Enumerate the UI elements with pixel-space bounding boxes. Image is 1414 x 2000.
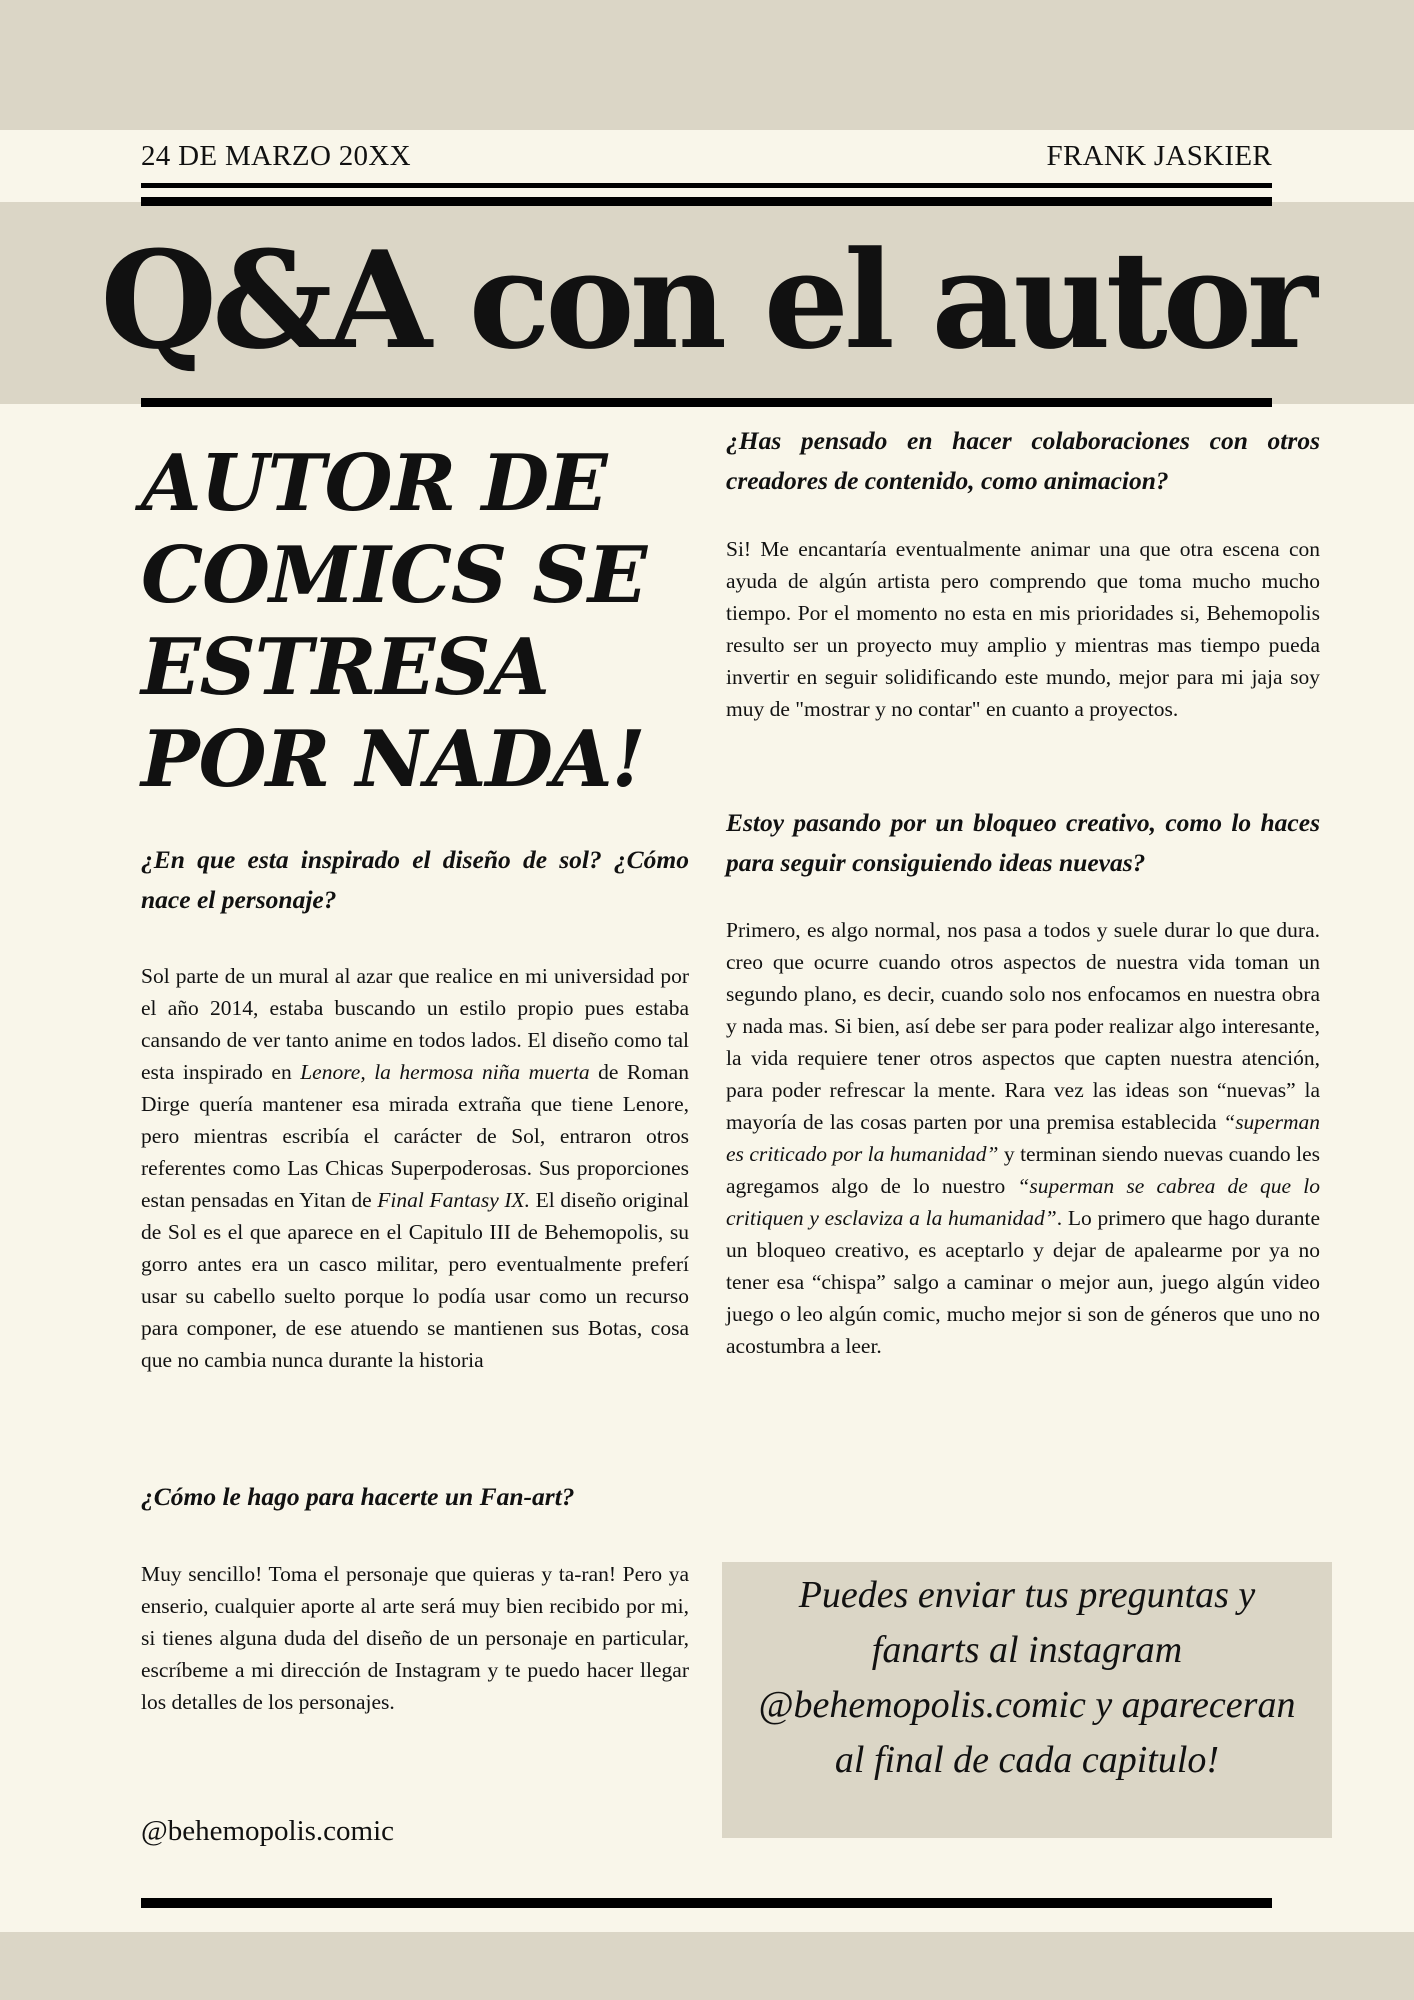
issue-date: 24 DE MARZO 20XX	[141, 140, 411, 172]
answer-fan-art: Muy sencillo! Toma el personaje que quieras y ta-ran! Pero ya enserio, cualquier aporte al arte será muy bien recibido por mi, si tienes alguna duda del diseño de un personaje en particular, escríbeme a mi dirección de Instagram y te puedo hacer llegar los detalles de los personajes.	[141, 1562, 689, 1714]
question-fan-art: ¿Cómo le hago para hacerte un Fan-art?	[141, 1482, 575, 1511]
header-rule-thin	[141, 183, 1272, 188]
instagram-handle[interactable]: @behemopolis.comic	[141, 1815, 395, 1847]
answer-creative-block: Primero, es algo normal, nos pasa a todos y suele durar lo que dura. creo que ocurre cuando otros aspectos de nuestra vida toman un segundo plano, es decir, cuando solo nos enfocamos en nuestra obra y nada mas. Si bien, así debe ser para poder realizar algo interesante, la vida requiere tener otros aspectos que capten nuestra atención, para poder refrescar la mente. Rara vez las ideas son “nuevas” la mayoría de las cosas parten por una premisa establecida “superman es criticado por la humanidad” y terminan siendo nuevas cuando les agregamos algo de lo nuestro “superman se cabrea de que lo critiquen y esclaviza a la humanidad”. Lo primero que hago durante un bloqueo creativo, es aceptarlo y dejar de apalearme por ya no tener esa “chispa” salgo a caminar o mejor aun, juego algún video juego o leo algún comic, mucho mejor si son de géneros que uno no acostumbra a leer.	[726, 918, 1320, 1358]
main-headline: AUTOR DE COMICS SE ESTRESA POR NADA!	[141, 438, 647, 805]
header-rule-thick	[141, 197, 1272, 206]
masthead-rule	[141, 398, 1272, 407]
footer-rule	[141, 1898, 1272, 1908]
bottom-band	[0, 1932, 1414, 2000]
question-collaborations: ¿Has pensado en hacer colaboraciones con otros creadores de contenido, como animacion?	[726, 426, 1320, 495]
top-band	[0, 0, 1414, 130]
question-creative-block: Estoy pasando por un bloqueo creativo, como lo haces para seguir consiguiendo ideas nuevas?	[726, 808, 1320, 877]
masthead-title: Q&A con el autor	[100, 221, 1313, 379]
answer-collaborations: Si! Me encantaría eventualmente animar una que otra escena con ayuda de algún artista pero comprendo que toma mucho mucho tiempo. Por el momento no esta en mis prioridades si, Behemopolis resulto ser un proyecto muy amplio y mientras mas tiempo pueda invertir en seguir solidificando este mundo, mejor para mi jaja soy muy de "mostrar y no contar" en cuanto a proyectos.	[726, 537, 1320, 721]
answer-sol-design: Sol parte de un mural al azar que realice en mi universidad por el año 2014, estaba buscando un estilo propio pues estaba cansando de ver tanto anime en todos lados. El diseño como tal esta inspirado en Lenore, la hermosa niña muerta de Roman Dirge quería mantener esa mirada extraña que tiene Lenore, pero mientras escribía el carácter de Sol, entraron otros referentes como Las Chicas Superpoderosas. Sus proporciones estan pensadas en Yitan de Final Fantasy IX. El diseño original de Sol es el que aparece en el Capitulo III de Behemopolis, su gorro antes era un casco militar, pero eventualmente preferí usar su cabello suelto porque lo podía usar como un recurso para componer, de ese atuendo se mantienen sus Botas, cosa que no cambia nunca durante la historia	[141, 964, 690, 1372]
submission-callout: Puedes enviar tus preguntas y fanarts al instagram @behemopolis.comic y apareceran al final de cada capitulo!	[722, 1562, 1332, 1838]
question-sol-design: ¿En que esta inspirado el diseño de sol? ¿Cómo nace el personaje?	[141, 845, 689, 914]
author-name: FRANK JASKIER	[1046, 140, 1272, 172]
